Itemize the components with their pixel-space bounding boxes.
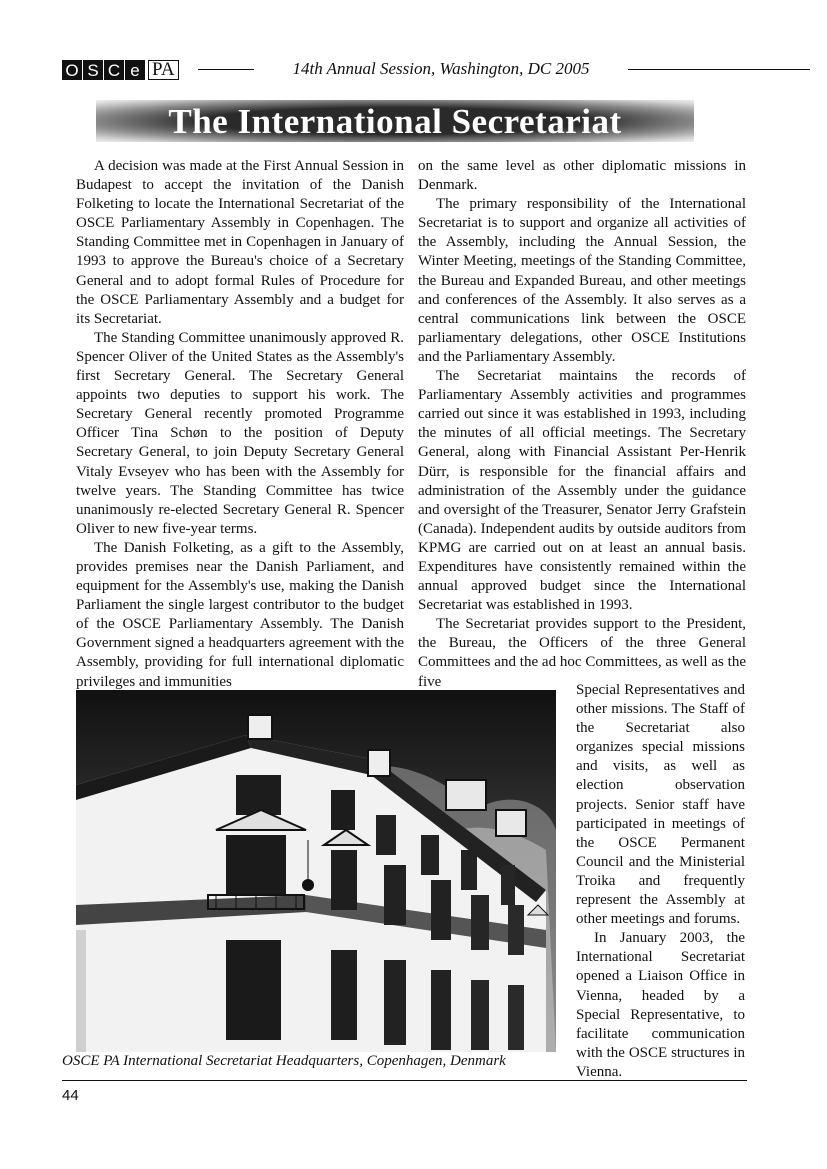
paragraph: The primary responsibility of the International Secretariat is to support and organize all activities of the Assembly, including the Annual Session, the Winter Meeting, meetings of the Standing Committee, the Bureau and Expanded Bureau, and other meetings and conferences of the Assembly. It also serves as a central communications link between the OSCE parliamentary delegations, other OSCE Institutions and the Parliamentary Assembly. — [418, 196, 746, 365]
page-title: The International Secretariat — [168, 102, 622, 141]
paragraph: The Secretariat maintains the records of Parliamentary Assembly activities and programmes carried out since it was established in 1993, including the minutes of all official meetings. The Secretary General, along with Financial Assistant Per-Henrik Dürr, is responsible for the financial affairs and administration of the Assembly under the guidance and oversight of the Treasurer, Senator Jerry Grafstein (Canada). Independent audits by outside auditors from KPMG are carried out on at least an annual basis. Expenditures have consistently remained within the annual approved budget since the International Secretariat was established in 1993. — [418, 368, 746, 614]
paragraph: The Standing Committee unanimously approved R. Spencer Oliver of the United States as the Assembly's first Secretary General. The Secretary General appoints two deputies to support his work. The Secretary General recently promoted Programme Officer Tina Schøn to the position of Deputy Secretary General, to join Deputy Secretary General Vitaly Evseyev who has been with the Assembly for twelve years. The Standing Committee has twice unanimously re-elected Secretary General R. Spencer Oliver to new five-year terms. — [76, 329, 404, 537]
paragraph: The Danish Folketing, as a gift to the Assembly, provides premises near the Danish Parliament, and equipment for the Assembly's use, making the Danish Parliament the single largest contributor to the budget of the OSCE Parliamentary Assembly. The Danish Government signed a headquarters agreement with the Assembly, providing for full international diplomatic privileges and immunities — [76, 539, 404, 690]
narrow-column — [576, 681, 745, 1082]
left-column — [76, 157, 404, 692]
photo-caption: OSCE PA International Secretariat Headquarters, Copenhagen, Denmark — [62, 1053, 506, 1069]
title-banner — [96, 100, 694, 142]
session-title: 14th Annual Session, Washington, DC 2005 — [292, 59, 590, 78]
osce-pa-logo — [62, 60, 179, 80]
right-column — [418, 157, 746, 692]
paragraph: In January 2003, the International Secretariat opened a Liaison Office in Vienna, headed by a Special Representative, to facilitate communication with the OSCE structures in Vienna. — [576, 930, 745, 1080]
page-header — [62, 58, 747, 84]
header-rule-right — [628, 69, 810, 70]
paragraph: A decision was made at the First Annual Session in Budapest to accept the invitation of the Danish Folketing to locate the International Secretariat of the OSCE Parliamentary Assembly in Copenhagen. The Standing Committee met in Copenhagen in January of 1993 to approve the Bureau's choice of a Secretary General and to adopt formal Rules of Procedure for the OSCE Parliamentary Assembly and a budget for its Secretariat. — [76, 158, 404, 327]
header-rule-left — [198, 69, 254, 70]
headquarters-photo — [76, 690, 556, 1052]
paragraph: The Secretariat provides support to the President, the Bureau, the Officers of the three General Committees and the ad hoc Committees, as well as the five — [418, 616, 746, 690]
logo-letter: S — [83, 60, 103, 80]
logo-letter: O — [62, 60, 82, 80]
logo-pa: PA — [148, 60, 179, 80]
paragraph: Special Representatives and other missions. The Staff of the Secretariat also organizes special missions and visits, as well as election observation projects. Senior staff have participated in meetings of the OSCE Permanent Council and the Ministerial Troika and frequently represent the Assembly at other meetings and forums. — [576, 682, 745, 928]
paragraph: on the same level as other diplomatic missions in Denmark. — [418, 158, 746, 194]
footer-rule — [62, 1080, 747, 1081]
page-number: 44 — [62, 1087, 79, 1104]
logo-letter: C — [104, 60, 124, 80]
building-illustration — [76, 690, 556, 1052]
logo-letter: e — [125, 60, 145, 80]
